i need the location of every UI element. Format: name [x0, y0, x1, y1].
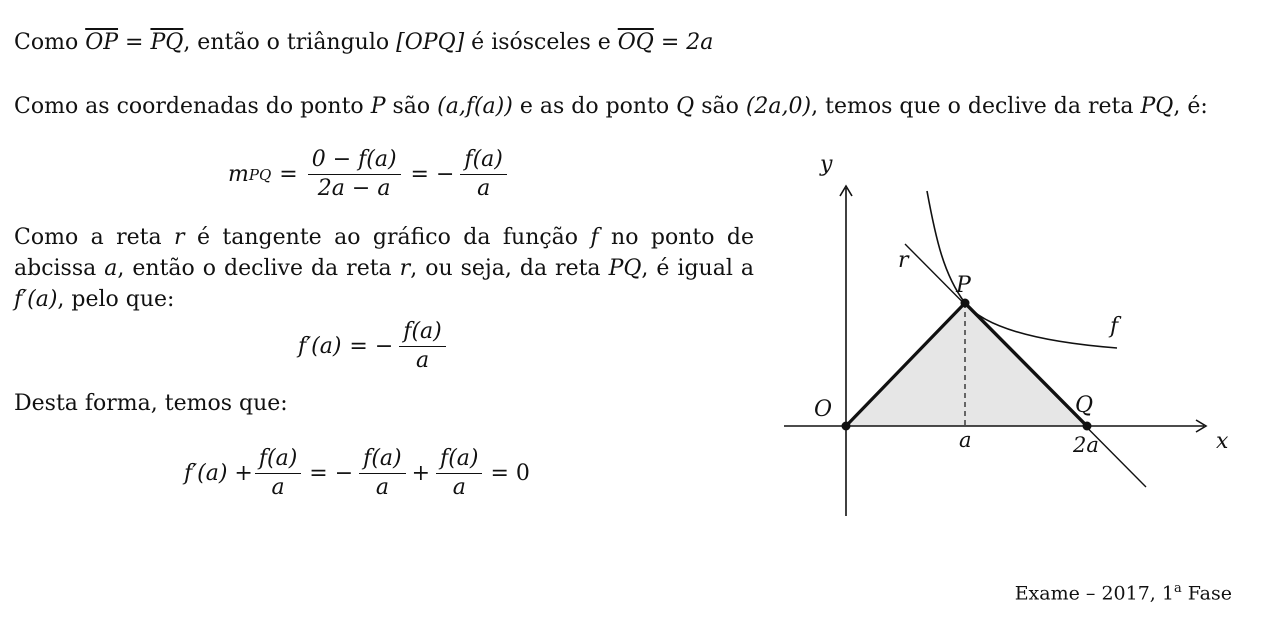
statement-coordinates: Como as coordenadas do ponto P são (a,f(a)) e as do ponto Q são (2a,0), temos que o declive da reta PQ, é:	[14, 94, 1208, 119]
fraction-derivative: $\frac{f(a)}{a}$	[399, 318, 445, 375]
segment-pq: $\overline{PQ}$	[150, 30, 184, 55]
point-q	[1083, 422, 1092, 431]
point-o	[842, 422, 851, 431]
segment-op: $\overline{OP}$	[85, 30, 119, 55]
statement-conclusion-intro: Desta forma, temos que:	[14, 391, 288, 416]
label-q: Q	[1075, 393, 1094, 418]
equation-derivative: f′(a) = − $\frac{f(a)}{a}$	[298, 318, 448, 375]
function-graph	[770, 140, 1250, 530]
label-f: f	[1110, 314, 1119, 339]
label-r: r	[898, 248, 909, 273]
label-p: P	[956, 273, 971, 298]
tick-label-a: a	[959, 428, 972, 452]
triangle-opq: [OPQ]	[396, 30, 465, 55]
label-x: x	[1216, 429, 1229, 454]
paragraph-tangent: Como a reta r é tangente ao gráfico da função f no ponto de abcissa a, então o declive da reta r, ou seja, da reta PQ, é igual a f′(a), pelo que:	[14, 225, 754, 312]
point-p	[961, 299, 970, 308]
equation-slope-pq: m PQ = $\frac{0 - f(a)}{2a - a}$ = − $\frac{f(a)}{a}$	[228, 146, 509, 203]
fraction-slope: $\frac{0 - f(a)}{2a - a}$	[308, 146, 401, 203]
label-o: O	[814, 397, 833, 422]
segment-oq: $\overline{OQ}$	[617, 30, 654, 55]
triangle-opq-fill	[846, 303, 1087, 426]
tick-label-2a: 2a	[1073, 433, 1099, 457]
source-footer: Exame – 2017, 1$^a$ Fase	[1014, 581, 1232, 605]
fraction-fa-over-a: $\frac{f(a)}{a}$	[460, 146, 506, 203]
label-y: y	[820, 152, 833, 177]
equation-final: f′(a) + $\frac{f(a)}{a}$ = − $\frac{f(a)}{a}$ + $\frac{f(a)}{a}$ = 0	[184, 446, 530, 500]
statement-isosceles: Como $\overline{OP} = \overline{PQ}$, então o triângulo [OPQ] é isósceles e $\overline{OQ} = 2a$	[14, 30, 714, 55]
